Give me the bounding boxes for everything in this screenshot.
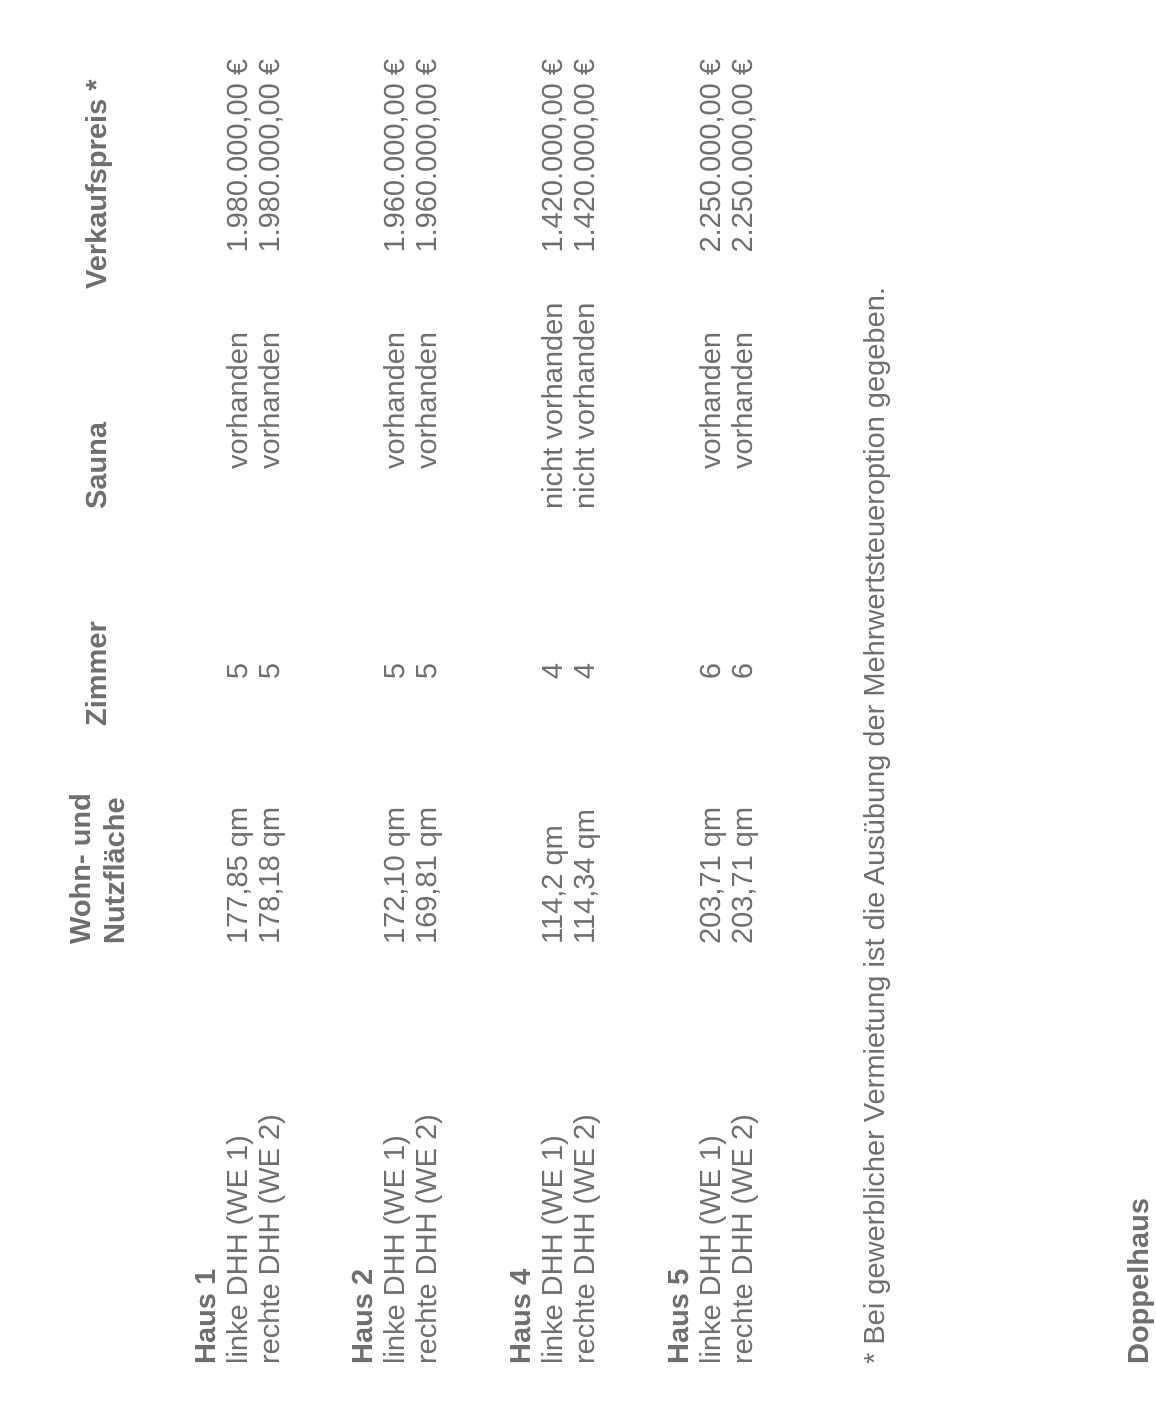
unit-preis: 1.980.000,00 € [222, 59, 254, 253]
unit-flaeche: 114,2 qm [537, 825, 569, 944]
unit-preis: 1.420.000,00 € [569, 59, 601, 253]
unit-zimmer: 5 [379, 662, 411, 680]
unit-name: linke DHH (WE 1) [379, 1135, 411, 1364]
header-verkaufspreis: Verkaufspreis * [81, 79, 113, 289]
unit-zimmer: 5 [222, 662, 254, 680]
house-title: Haus 1 [190, 1268, 222, 1364]
unit-flaeche: 178,18 qm [254, 806, 286, 944]
unit-preis: 1.980.000,00 € [254, 59, 286, 253]
unit-name: linke DHH (WE 1) [222, 1135, 254, 1364]
unit-zimmer: 5 [254, 662, 286, 680]
unit-flaeche: 177,85 qm [222, 806, 254, 944]
unit-sauna: nicht vorhanden [537, 302, 569, 509]
house-title: Haus 2 [347, 1268, 379, 1364]
unit-zimmer: 4 [569, 662, 601, 680]
header-zimmer: Zimmer [81, 621, 113, 726]
unit-name: linke DHH (WE 1) [695, 1135, 727, 1364]
unit-sauna: nicht vorhanden [569, 302, 601, 509]
house-title: Haus 5 [663, 1268, 695, 1364]
unit-name: rechte DHH (WE 2) [254, 1114, 286, 1364]
unit-sauna: vorhanden [379, 331, 411, 469]
footnote: * Bei gewerblicher Vermietung ist die Ausübung der Mehrwertsteueroption gegeben. [859, 287, 891, 1364]
unit-zimmer: 4 [537, 662, 569, 680]
unit-name: rechte DHH (WE 2) [569, 1114, 601, 1364]
unit-flaeche: 114,34 qm [569, 809, 601, 944]
unit-flaeche: 172,10 qm [379, 806, 411, 944]
unit-zimmer: 6 [727, 662, 759, 680]
unit-preis: 1.960.000,00 € [411, 59, 443, 253]
header-sauna: Sauna [81, 421, 113, 509]
unit-preis: 1.960.000,00 € [379, 59, 411, 253]
unit-zimmer: 5 [411, 662, 443, 680]
house-title: Haus 4 [505, 1268, 537, 1364]
unit-name: linke DHH (WE 1) [537, 1135, 569, 1364]
unit-name: rechte DHH (WE 2) [727, 1114, 759, 1364]
unit-sauna: vorhanden [222, 331, 254, 469]
unit-preis: 1.420.000,00 € [537, 59, 569, 253]
unit-flaeche: 203,71 qm [727, 806, 759, 944]
unit-flaeche: 203,71 qm [695, 806, 727, 944]
unit-sauna: vorhanden [695, 331, 727, 469]
unit-sauna: vorhanden [727, 331, 759, 469]
unit-sauna: vorhanden [254, 331, 286, 469]
unit-name: rechte DHH (WE 2) [411, 1114, 443, 1364]
header-flaeche-line1: Wohn- und [65, 793, 97, 944]
header-doppelhaus: Doppelhaus [1123, 1198, 1155, 1364]
unit-preis: 2.250.000,00 € [695, 59, 727, 253]
unit-sauna: vorhanden [411, 331, 443, 469]
unit-flaeche: 169,81 qm [411, 806, 443, 944]
header-flaeche-line2: Nutzfläche [99, 797, 131, 944]
unit-zimmer: 6 [695, 662, 727, 680]
unit-preis: 2.250.000,00 € [727, 59, 759, 253]
